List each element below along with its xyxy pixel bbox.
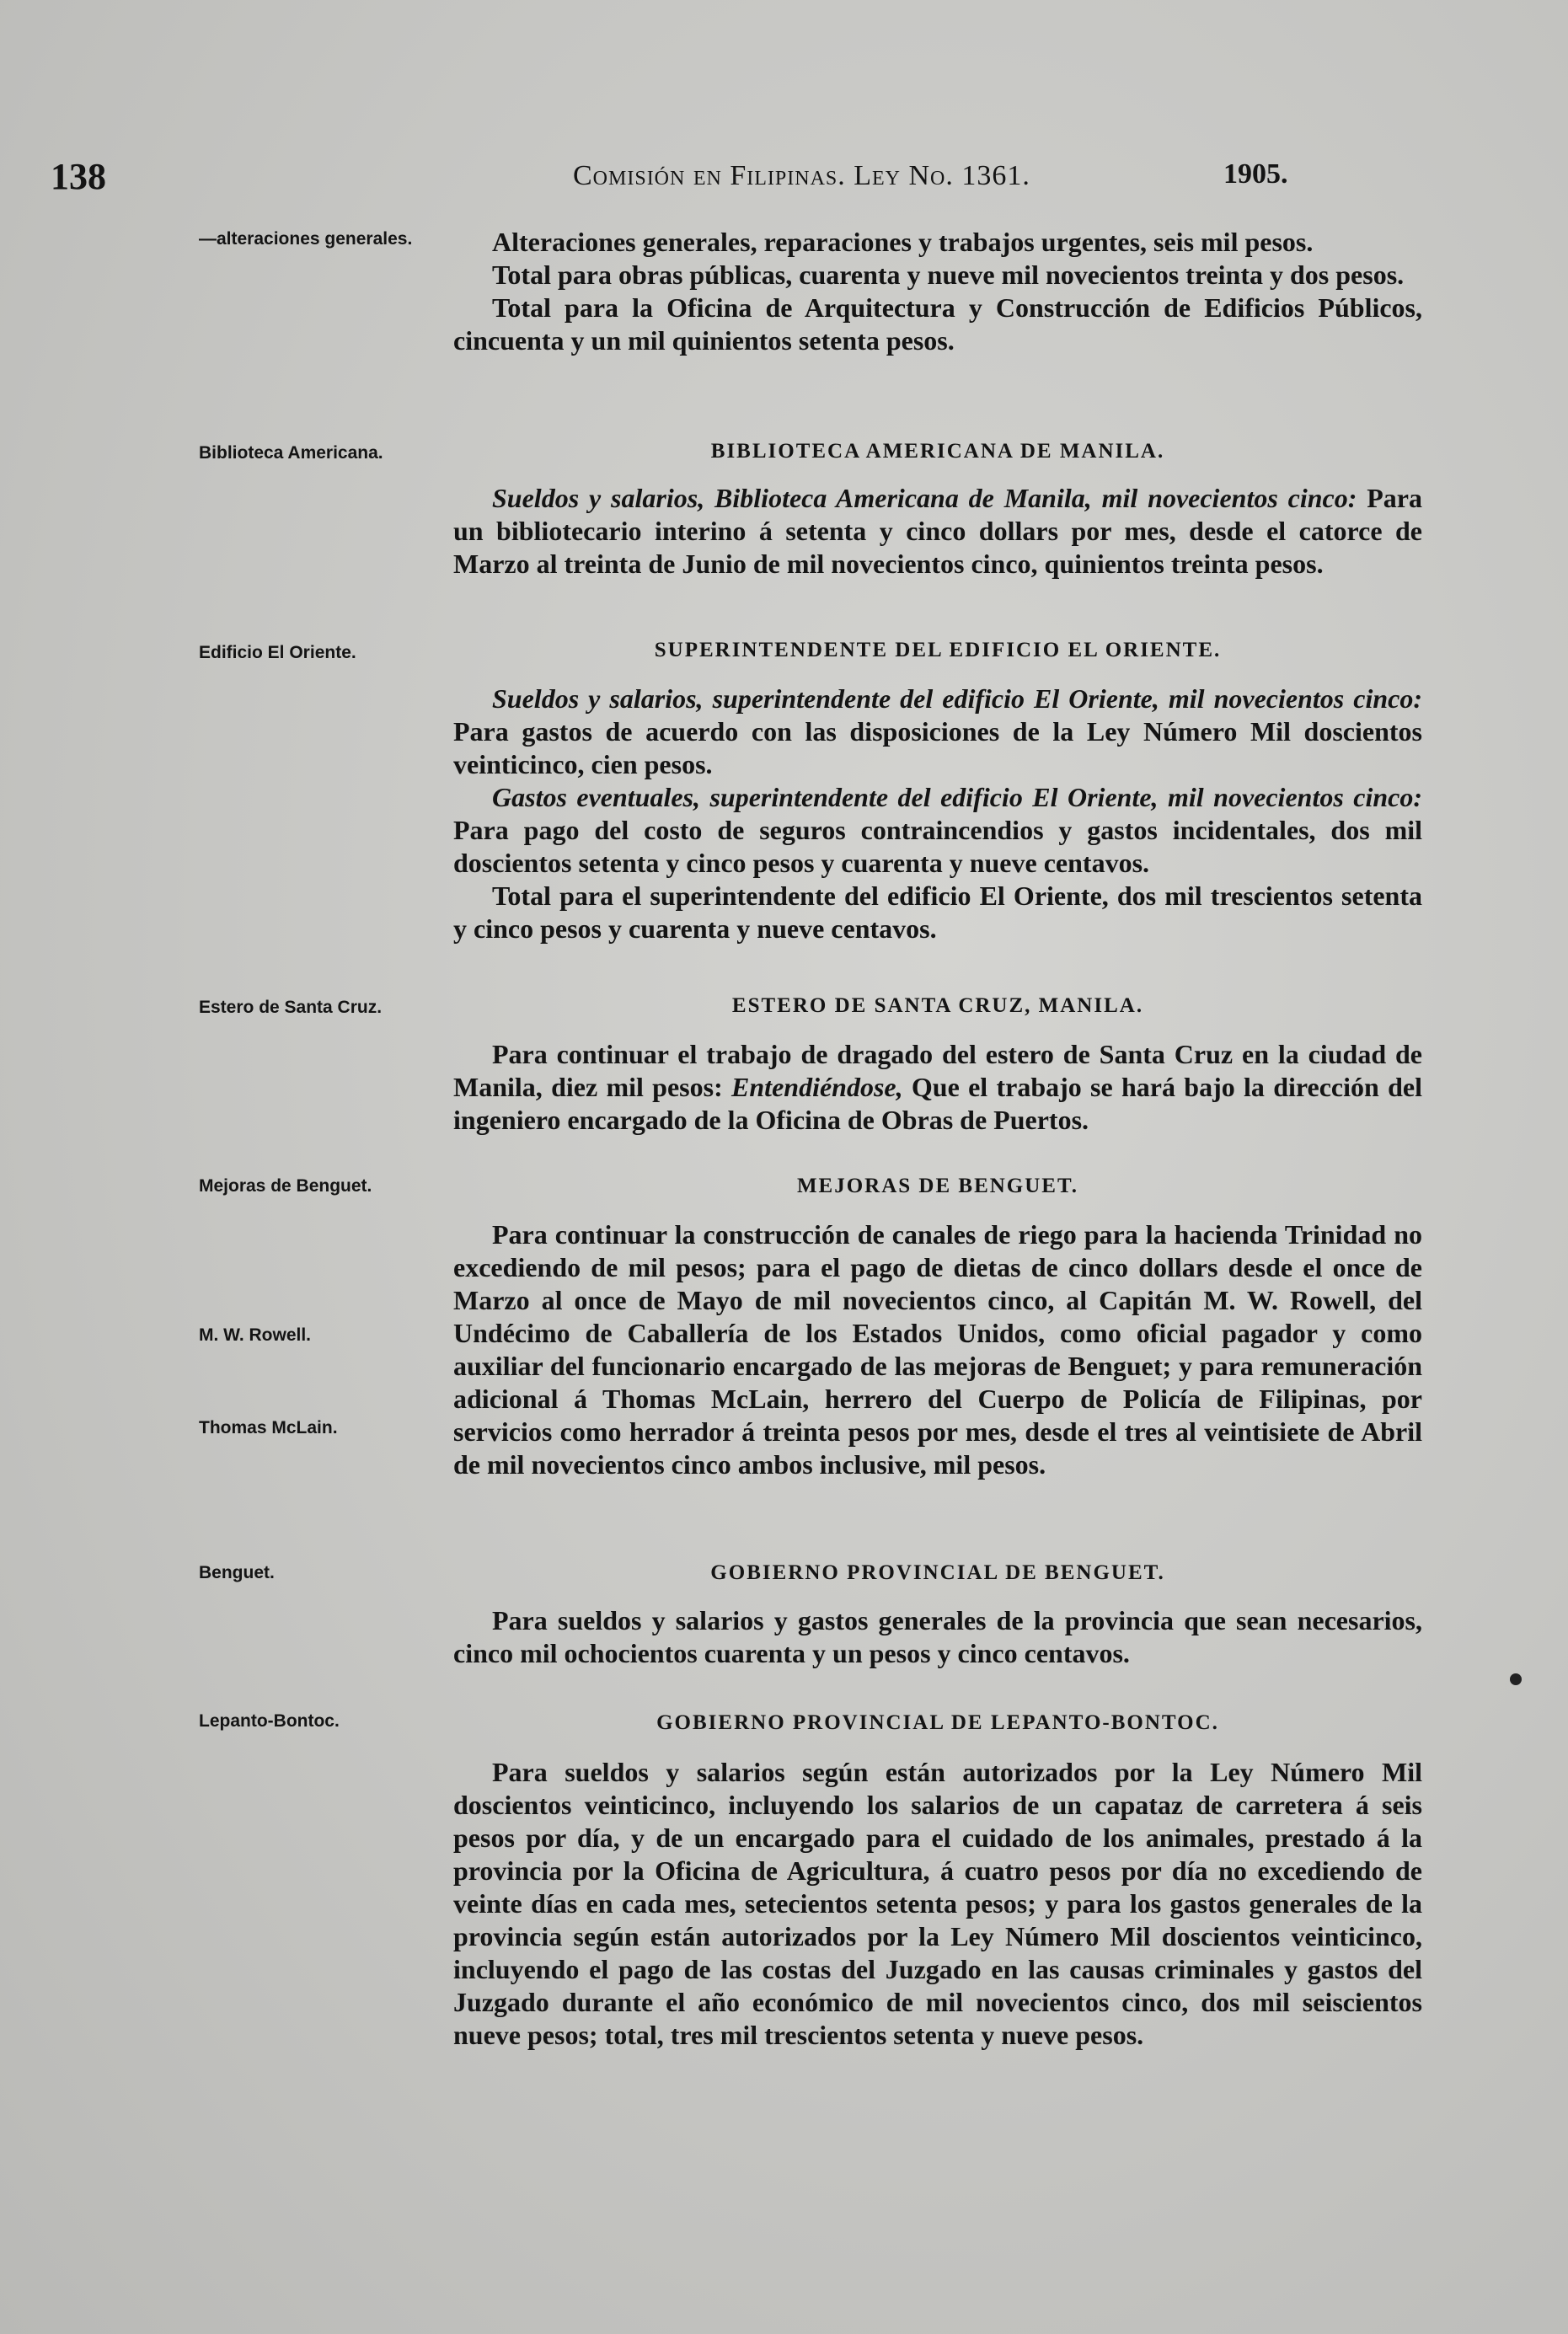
lepanto-block bbox=[453, 1756, 1422, 2052]
benguet-block bbox=[453, 1604, 1422, 1670]
obras-block bbox=[453, 226, 1422, 357]
oriente-italic-2: Gastos eventuales, superintendente del edificio El Oriente, mil novecientos cinco: bbox=[492, 782, 1422, 812]
benguet-heading: GOBIERNO PROVINCIAL DE BENGUET. bbox=[710, 1561, 1165, 1584]
oriente-heading: SUPERINTENDENTE DEL EDIFICIO EL ORIENTE. bbox=[654, 639, 1222, 661]
margin-note-mejoras: Mejoras de Benguet. bbox=[199, 1176, 372, 1196]
estero-text-1: Para continuar el trabajo de dragado del estero de Santa Cruz en la ciudad de Manila, diez mil pesos: bbox=[453, 1039, 1422, 1102]
estero-block bbox=[453, 1038, 1422, 1137]
mejoras-block bbox=[453, 1218, 1422, 1481]
estero-paragraph bbox=[453, 1038, 1422, 1137]
lepanto-heading: GOBIERNO PROVINCIAL DE LEPANTO-BONTOC. bbox=[656, 1711, 1219, 1734]
margin-note-benguet: Benguet. bbox=[199, 1563, 275, 1582]
mejoras-paragraph: Para continuar la construcción de canales de riego para la hacienda Trinidad no excediendo de mil pesos; para el pago de dietas de cinco dollars desde el once de Marzo al once de Mayo de mil novecientos cinco, al Capitán M. W. Rowell, del Undécimo de Caballería de los Estados Unidos, como oficial pagador y como auxiliar del funcionario encargado de las mejoras de Benguet; y para remuneración adicional á Thomas McLain, herrero del Cuerpo de Policía de Filipinas, por servicios como herrador á treinta pesos por mes, desde el tres al veintisiete de Abril de mil novecientos cinco ambos inclusive, mil pesos. bbox=[453, 1219, 1422, 1480]
oriente-paragraph-2 bbox=[453, 781, 1422, 880]
obras-paragraph-3: Total para la Oficina de Arquitectura y Construcción de Edificios Públicos, cincuenta y un mil quinientos setenta pesos. bbox=[453, 292, 1422, 356]
margin-note-rowell: M. W. Rowell. bbox=[199, 1325, 312, 1345]
margin-note-alteraciones: —alteraciones generales. bbox=[199, 229, 413, 249]
obras-paragraph-2: Total para obras públicas, cuarenta y nueve mil novecientos treinta y dos pesos. bbox=[492, 260, 1405, 290]
biblioteca-heading: BIBLIOTECA AMERICANA DE MANILA. bbox=[710, 440, 1165, 463]
estero-text-2: Que el trabajo se hará bajo la dirección del ingeniero encargado de la Oficina de Obras de Puertos. bbox=[453, 1072, 1423, 1135]
margin-note-lepanto: Lepanto-Bontoc. bbox=[199, 1711, 340, 1731]
oriente-text-2: Para pago del costo de seguros contraincendios y gastos incidentales, dos mil doscientos setenta y cinco pesos y cuarenta y nueve centavos. bbox=[453, 815, 1422, 878]
obras-paragraph-1: Alteraciones generales, reparaciones y trabajos urgentes, seis mil pesos. bbox=[492, 227, 1314, 257]
margin-note-oriente: Edificio El Oriente. bbox=[199, 643, 356, 662]
oriente-text-1: Para gastos de acuerdo con las disposiciones de la Ley Número Mil doscientos veinticinco, cien pesos. bbox=[453, 716, 1422, 779]
oriente-block bbox=[453, 683, 1422, 945]
margin-note-biblioteca: Biblioteca Americana. bbox=[199, 443, 383, 463]
oriente-italic-1: Sueldos y salarios, superintendente del edificio El Oriente, mil novecientos cinco: bbox=[492, 683, 1422, 714]
ink-spot bbox=[1510, 1673, 1522, 1685]
biblioteca-text: Para un bibliotecario interino á setenta y cinco dollars por mes, desde el catorce de Marzo al treinta de Junio de mil novecientos cinco, quinientos treinta pesos. bbox=[453, 483, 1423, 579]
benguet-paragraph: Para sueldos y salarios y gastos generales de la provincia que sean necesarios, cinco mil ochocientos cuarenta y un pesos y cinco centavos. bbox=[453, 1605, 1422, 1668]
estero-italic: Entendiéndose, bbox=[731, 1072, 903, 1102]
running-year: 1905. bbox=[1223, 158, 1288, 190]
lepanto-paragraph: Para sueldos y salarios según están autorizados por la Ley Número Mil doscientos veinticinco, incluyendo los salarios de un capataz de carretera á seis pesos por día, y de un encargado para el cuidado de los animales, prestado á la provincia por la Oficina de Agricultura, á cuatro pesos por día no excediendo de veinte días en cada mes, setecientos setenta pesos; y para los gastos generales de la provincia según están autorizados por la Ley Número Mil doscientos veinticinco, incluyendo el pago de las costas del Juzgado en las causas criminales y gastos del Juzgado durante el año económico de mil novecientos cinco, dos mil seiscientos nueve pesos; total, tres mil trescientos setenta y nueve pesos. bbox=[453, 1757, 1422, 2050]
estero-heading: ESTERO DE SANTA CRUZ, MANILA. bbox=[731, 994, 1144, 1017]
page-header bbox=[0, 155, 1568, 206]
biblioteca-block bbox=[453, 482, 1422, 581]
margin-note-mclain: Thomas McLain. bbox=[199, 1418, 338, 1437]
mejoras-heading: MEJORAS DE BENGUET. bbox=[796, 1175, 1079, 1197]
margin-note-estero: Estero de Santa Cruz. bbox=[199, 998, 383, 1017]
running-head: Comisión en Filipinas. Ley No. 1361. bbox=[573, 160, 1030, 191]
biblioteca-paragraph bbox=[453, 482, 1422, 581]
page-number: 138 bbox=[51, 156, 106, 197]
oriente-paragraph-3: Total para el superintendente del edificio El Oriente, dos mil trescientos setenta y cinco pesos y cuarenta y nueve centavos. bbox=[453, 881, 1422, 944]
oriente-paragraph-1 bbox=[453, 683, 1422, 781]
biblioteca-italic: Sueldos y salarios, Biblioteca Americana de Manila, mil novecientos cinco: bbox=[492, 483, 1357, 513]
